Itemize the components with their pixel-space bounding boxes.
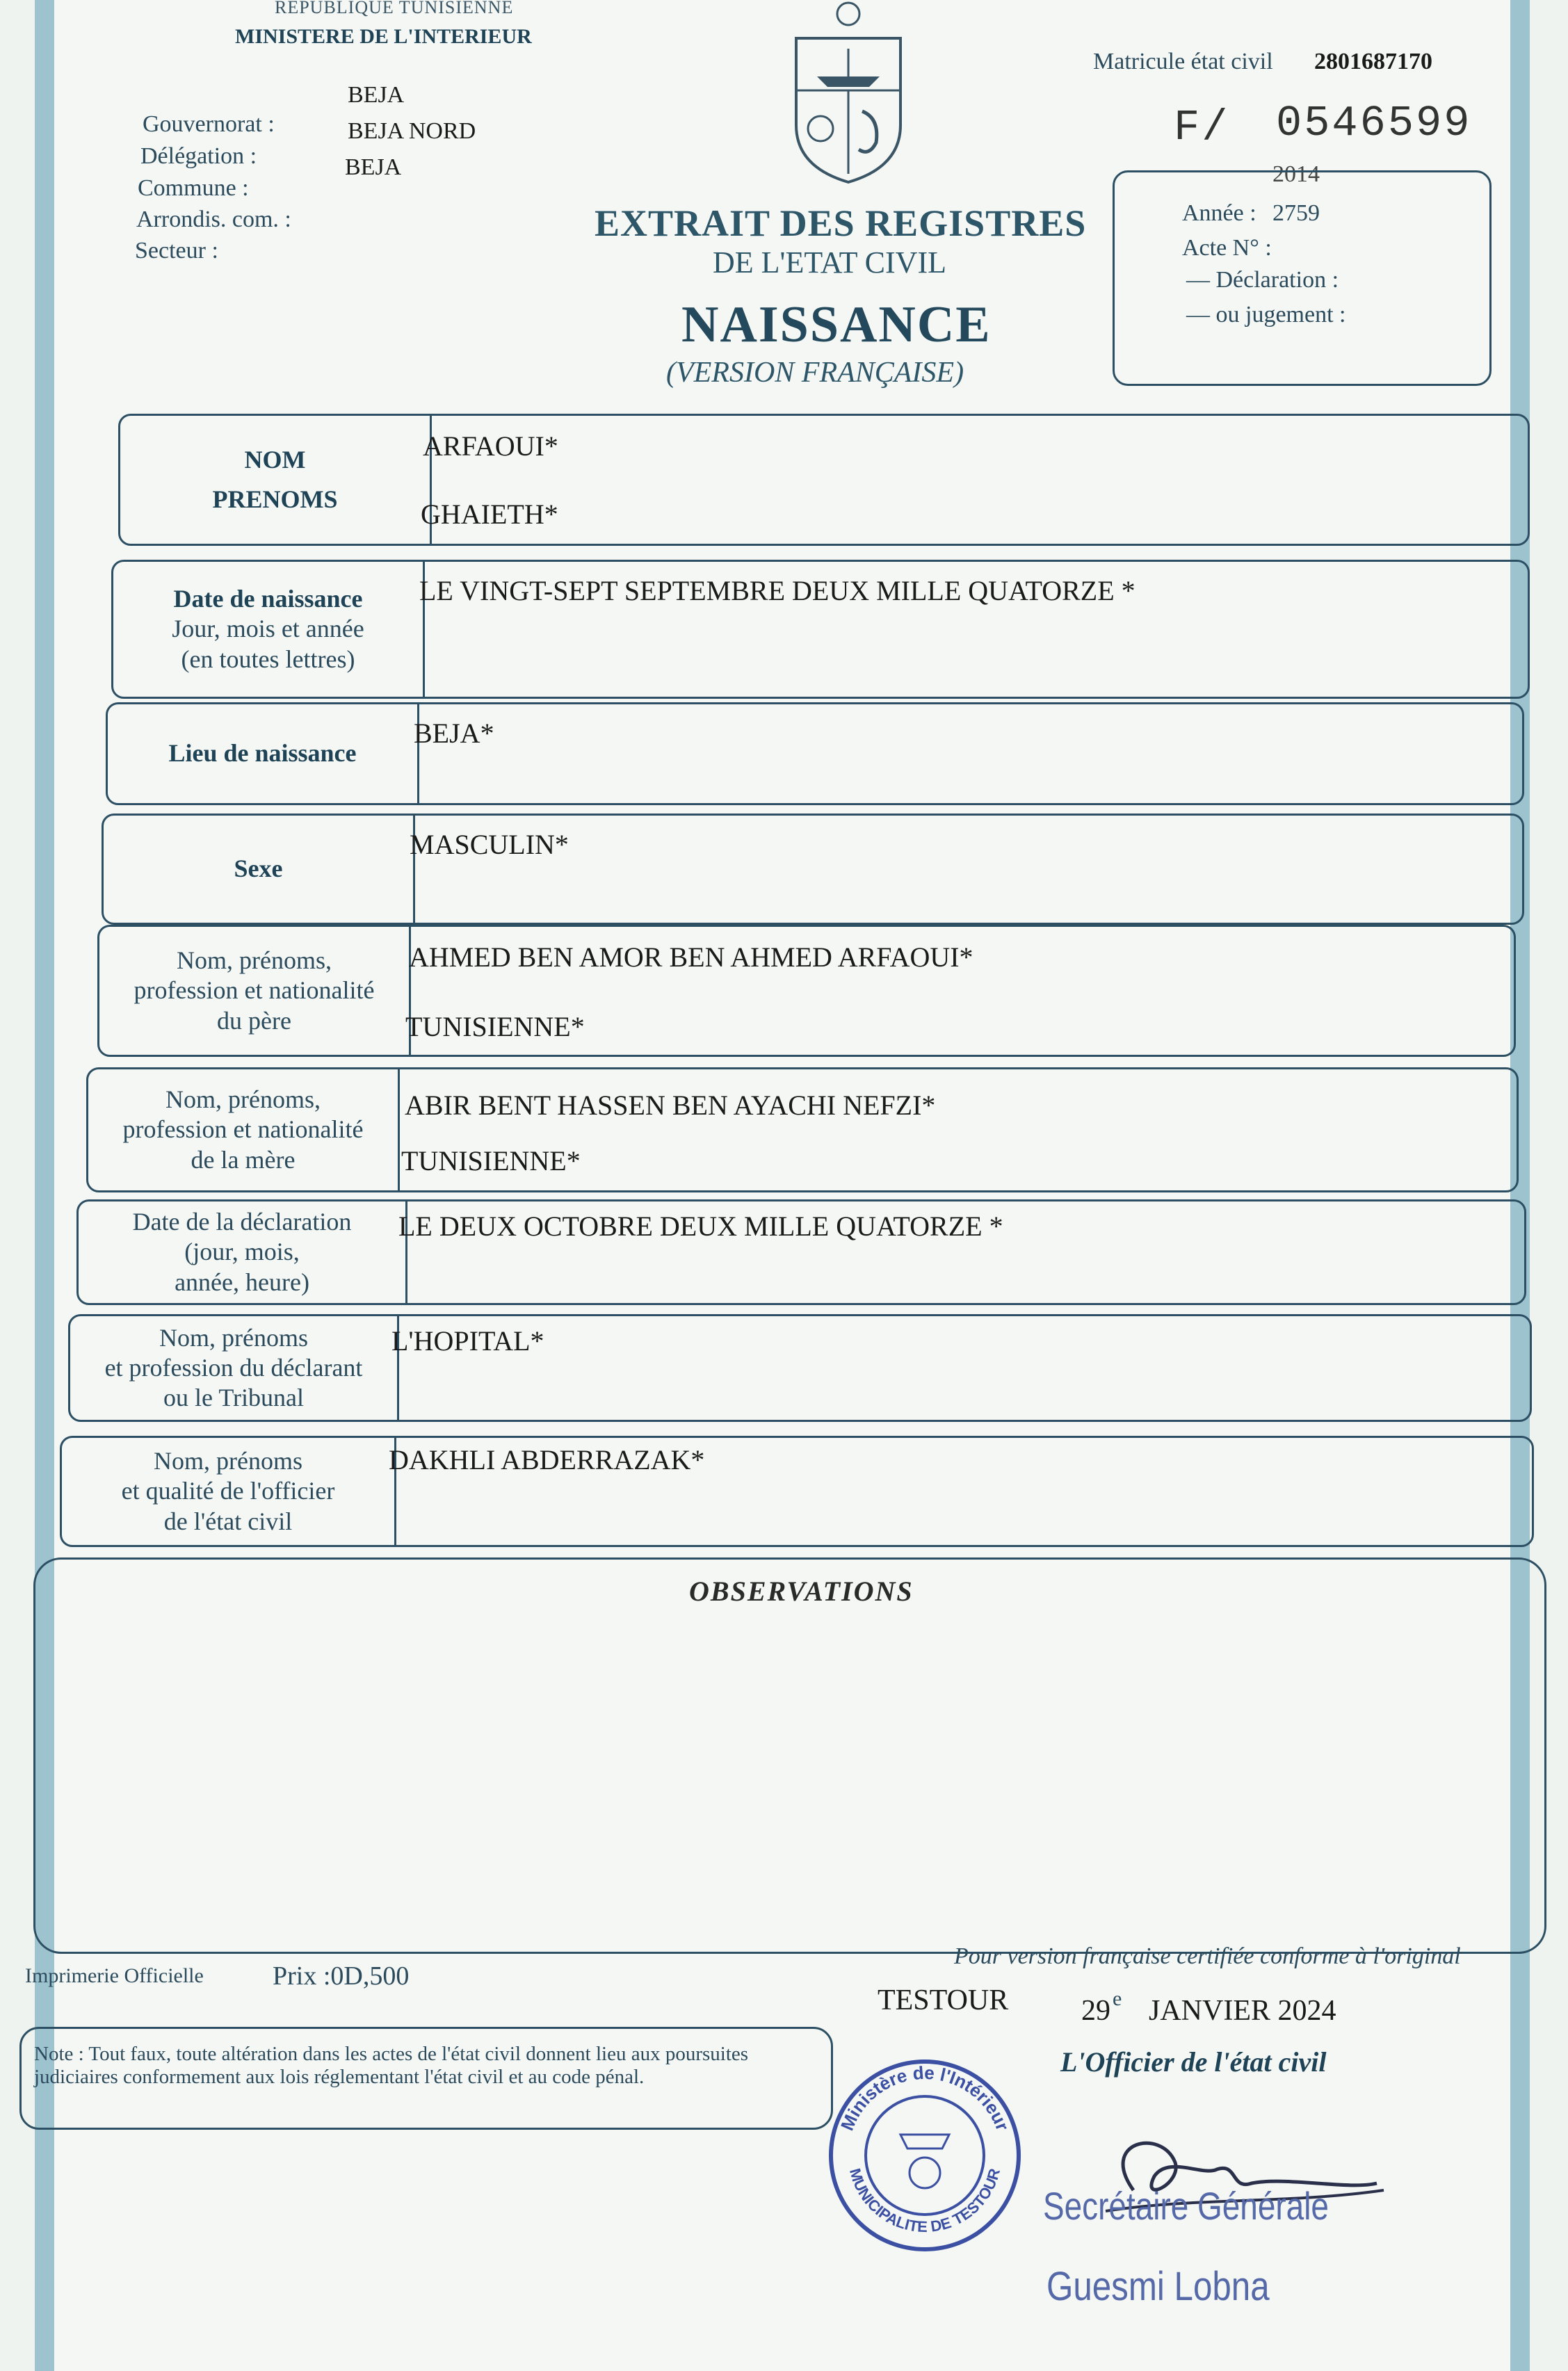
row-mere (86, 1067, 1519, 1192)
mere-nom-value: ABIR BENT HASSEN BEN AYACHI NEFZI* (405, 1090, 936, 1121)
title-extrait: EXTRAIT DES REGISTRES (595, 202, 1087, 244)
commune-label: Commune : (138, 175, 249, 201)
delegation-label: Délégation : (140, 143, 257, 169)
row-label: Nom, prénoms et profession du déclarant ou le Tribunal (70, 1316, 399, 1420)
row-label: Date de naissance Jour, mois et année (en toutes lettres) (113, 562, 425, 697)
gouvernorat-value: BEJA NORD (348, 118, 476, 144)
declaration-label: — Déclaration : (1186, 267, 1339, 293)
title-version: (VERSION FRANÇAISE) (666, 357, 964, 389)
row-label: NOM PRENOMS (120, 416, 432, 544)
row-label: Nom, prénoms et qualité de l'officier de l'état civil (62, 1438, 396, 1545)
row-date-declaration (76, 1199, 1526, 1305)
officer-title: L'Officier de l'état civil (1060, 2046, 1327, 2078)
prenom-value: GHAIETH* (421, 499, 558, 530)
title-naissance: NAISSANCE (681, 296, 992, 353)
signatory-title: Secrétaire Générale (1043, 2184, 1329, 2228)
date-declaration-value: LE DEUX OCTOBRE DEUX MILLE QUATORZE * (398, 1211, 1003, 1242)
serial-prefix: F/ (1174, 103, 1230, 152)
day-suffix: e (1113, 1987, 1122, 2010)
day-value: 29 (1081, 1995, 1110, 2027)
row-label: Sexe (104, 816, 415, 923)
acte-number-label: Acte N° : (1182, 235, 1272, 261)
officier-value: DAKHLI ABDERRAZAK* (389, 1444, 705, 1475)
row-date-naissance (111, 560, 1530, 699)
certified-statement: Pour version française certifiée conforme à l'original (954, 1943, 1461, 1969)
row-label: Date de la déclaration (jour, mois, année, heure) (79, 1201, 407, 1303)
pere-nom-value: AHMED BEN AMOR BEN AHMED ARFAOUI* (409, 941, 973, 973)
mere-nationalite-value: TUNISIENNE* (401, 1145, 581, 1176)
title-etat-civil: DE L'ETAT CIVIL (713, 245, 946, 280)
matricule-label: Matricule état civil (1093, 49, 1273, 74)
imprimerie-label: Imprimerie Officielle (25, 1964, 204, 1987)
lieu-naissance-value: BEJA* (414, 718, 494, 749)
annee-value: 2759 (1272, 200, 1320, 226)
row-declarant (68, 1314, 1532, 1422)
row-label: Nom, prénoms, profession et nationalité de la mère (88, 1069, 400, 1190)
secteur-label: Secteur : (135, 238, 218, 264)
serial-number: 0546599 (1276, 99, 1472, 148)
svg-text:Ministère de l'Intérieur: Ministère de l'Intérieur (836, 2062, 1014, 2134)
nom-value: ARFAOUI* (423, 430, 558, 462)
coat-of-arms-emblem (782, 0, 914, 188)
row-label: Nom, prénoms, profession et nationalité du père (99, 927, 411, 1055)
arrondissement-label: Arrondis. com. : (136, 207, 291, 232)
acte-year: 2014 (1272, 161, 1320, 187)
row-nom-prenoms (118, 414, 1530, 546)
top-location-value: BEJA (348, 82, 405, 108)
republic-label: REPUBLIQUE TUNISIENNE (275, 0, 514, 17)
row-label: Lieu de naissance (108, 704, 419, 803)
signatory-name: Guesmi Lobna (1046, 2264, 1270, 2309)
observations-label: OBSERVATIONS (689, 1576, 914, 1607)
pere-nationalite-value: TUNISIENNE* (405, 1011, 585, 1042)
date-naissance-value: LE VINGT-SEPT SEPTEMBRE DEUX MILLE QUATORZE * (419, 575, 1135, 606)
sexe-value: MASCULIN* (410, 829, 569, 860)
prix-label: Prix :0D,500 (273, 1961, 410, 1991)
row-lieu-naissance (106, 702, 1524, 805)
jugement-label: — ou jugement : (1186, 302, 1346, 327)
row-officier (60, 1436, 1534, 1547)
delegation-value: BEJA (345, 154, 402, 180)
observations-box (33, 1557, 1546, 1954)
municipal-stamp (821, 2051, 1029, 2260)
legal-note (19, 2027, 833, 2130)
row-sexe (102, 814, 1524, 925)
annee-label: Année : (1182, 200, 1256, 226)
svg-text:MUNICIPALITE DE TESTOUR: MUNICIPALITE DE TESTOUR (846, 2166, 1004, 2236)
gouvernorat-label: Gouvernorat : (143, 111, 275, 137)
place-value: TESTOUR (878, 1984, 1009, 2016)
ministry-label: MINISTERE DE L'INTERIEUR (235, 25, 532, 48)
row-pere (97, 925, 1516, 1057)
declarant-value: L'HOPITAL* (391, 1325, 544, 1357)
legal-note-text: Note : Tout faux, toute altération dans les actes de l'état civil donnent lieu aux poursuites judiciaires conformement aux lois réglementant l'état civil et au code pénal. (34, 2043, 749, 2089)
matricule-value: 2801687170 (1314, 49, 1432, 74)
month-year-value: JANVIER 2024 (1149, 1995, 1336, 2027)
